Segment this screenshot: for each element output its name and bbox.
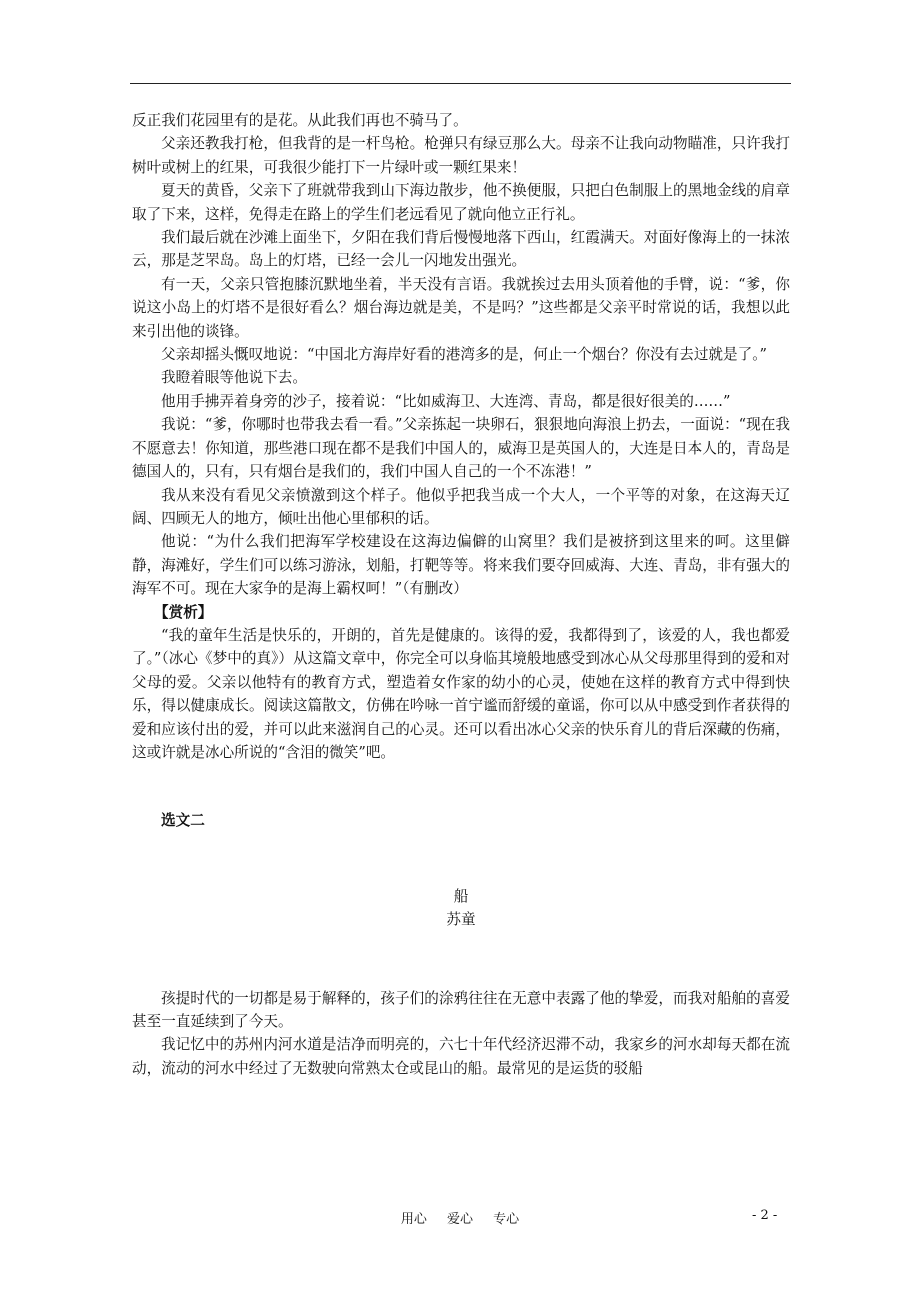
- paragraph: 我们最后就在沙滩上面坐下，夕阳在我们背后慢慢地落下西山，红霞满天。对面好像海上的一抹浓云，那是芝罘岛。岛上的灯塔，已经一会儿一闪地发出强光。: [132, 229, 790, 270]
- paragraph: 他用手拂弄着身旁的沙子，接着说：“比如威海卫、大连湾、青岛，都是很好很美的……”: [161, 392, 731, 410]
- footer-motto-item: 爱心: [446, 1212, 473, 1227]
- paragraph: 夏天的黄昏，父亲下了班就带我到山下海边散步，他不换便服，只把白色制服上的黑地金线的肩章取了下来，这样，免得走在路上的学生们老远看见了就向他立正行礼。: [132, 182, 790, 223]
- paragraph: 我记忆中的苏州内河水道是洁净而明亮的，六七十年代经济迟滞不动，我家乡的河水却每天都在流动，流动的河水中经过了无数驶向常熟太仓或昆山的船。最常见的是运货的驳船: [132, 1036, 790, 1077]
- paragraph: 我瞪着眼等他说下去。: [161, 369, 307, 387]
- footer-motto-item: 用心: [400, 1212, 427, 1227]
- paragraph: 我从来没有看见父亲愤激到这个样子。他似乎把我当成一个大人，一个平等的对象，在这海天辽阔、四顾无人的地方，倾吐出他心里郁积的话。: [132, 486, 790, 527]
- page-number: - 2 -: [752, 1208, 778, 1223]
- article-heading: [132, 885, 790, 932]
- paragraph: 父亲还教我打枪，但我背的是一杆鸟枪。枪弹只有绿豆那么大。母亲不让我向动物瞄准，只许我打树叶或树上的红果，可我很少能打下一片绿叶或一颗红果来！: [132, 135, 790, 176]
- paragraph: 父亲却摇头慨叹地说：“中国北方海岸好看的港湾多的是，何止一个烟台？你没有去过就是了。”: [161, 346, 767, 364]
- article-title: 船: [453, 887, 469, 905]
- analysis-paragraph: “我的童年生活是快乐的，开朗的，首先是健康的。该得的爱，我都得到了，该爱的人，我也都爱了。”（冰心《梦中的真》）从这篇文章中，你完全可以身临其境般地感受到冰心从父母那里得到的爱和对父母的爱。父亲以他特有的教育方式，塑造着女作家的幼小的心灵，使她在这样的教育方式中得到快乐，得以健康成长。阅读这篇散文，仿佛在吟咏一首宁谧而舒缓的童谣，你可以从中感受到作者获得的爱和应该付出的爱，并可以此来滋润自己的心灵。还可以看出冰心父亲的快乐育儿的背后深藏的伤痛，这或许就是冰心所说的“含泪的微笑”吧。: [132, 626, 790, 761]
- footer-motto-item: 专心: [493, 1212, 520, 1227]
- article-author: 苏童: [446, 911, 476, 929]
- document-body: [132, 109, 790, 1080]
- paragraph: 反正我们花园里有的是花。从此我们再也不骑马了。: [132, 112, 468, 129]
- section-two-body: [132, 987, 790, 1081]
- analysis-label: 【赏析】: [154, 603, 213, 621]
- footer-motto: [0, 1208, 920, 1227]
- paragraph: 有一天，父亲只管抱膝沉默地坐着，半天没有言语。我就挨过去用头顶着他的手臂，说：“爹，你说这小岛上的灯塔不是很好看么？烟台海边就是美，不是吗？”这些都是父亲平时常说的话，我想以此来引出他的谈锋。: [132, 275, 790, 340]
- paragraph: 我说：“爹，你哪时也带我去看一看。”父亲拣起一块卵石，狠狠地向海浪上扔去，一面说：“现在我不愿意去！你知道，那些港口现在都不是我们中国人的，威海卫是英国人的，大连是日本人的，青岛是德国人的，只有，只有烟台是我们的，我们中国人自己的一个不冻港！”: [132, 416, 790, 481]
- paragraph: 他说：“为什么我们把海军学校建设在这海边偏僻的山窝里？我们是被挤到这里来的呵。这里僻静，海滩好，学生们可以练习游泳，划船，打靶等等。将来我们要夺回威海、大连、青岛，非有强大的海军不可。现在大家争的是海上霸权呵！”（有删改）: [132, 533, 790, 598]
- paragraph: 孩提时代的一切都是易于解释的，孩子们的涂鸦往往在无意中表露了他的挚爱，而我对船舶的喜爱甚至一直延续到了今天。: [132, 989, 790, 1030]
- section-one: [132, 109, 790, 601]
- header-rule: [130, 83, 791, 84]
- section-two-label: 选文二: [161, 812, 205, 830]
